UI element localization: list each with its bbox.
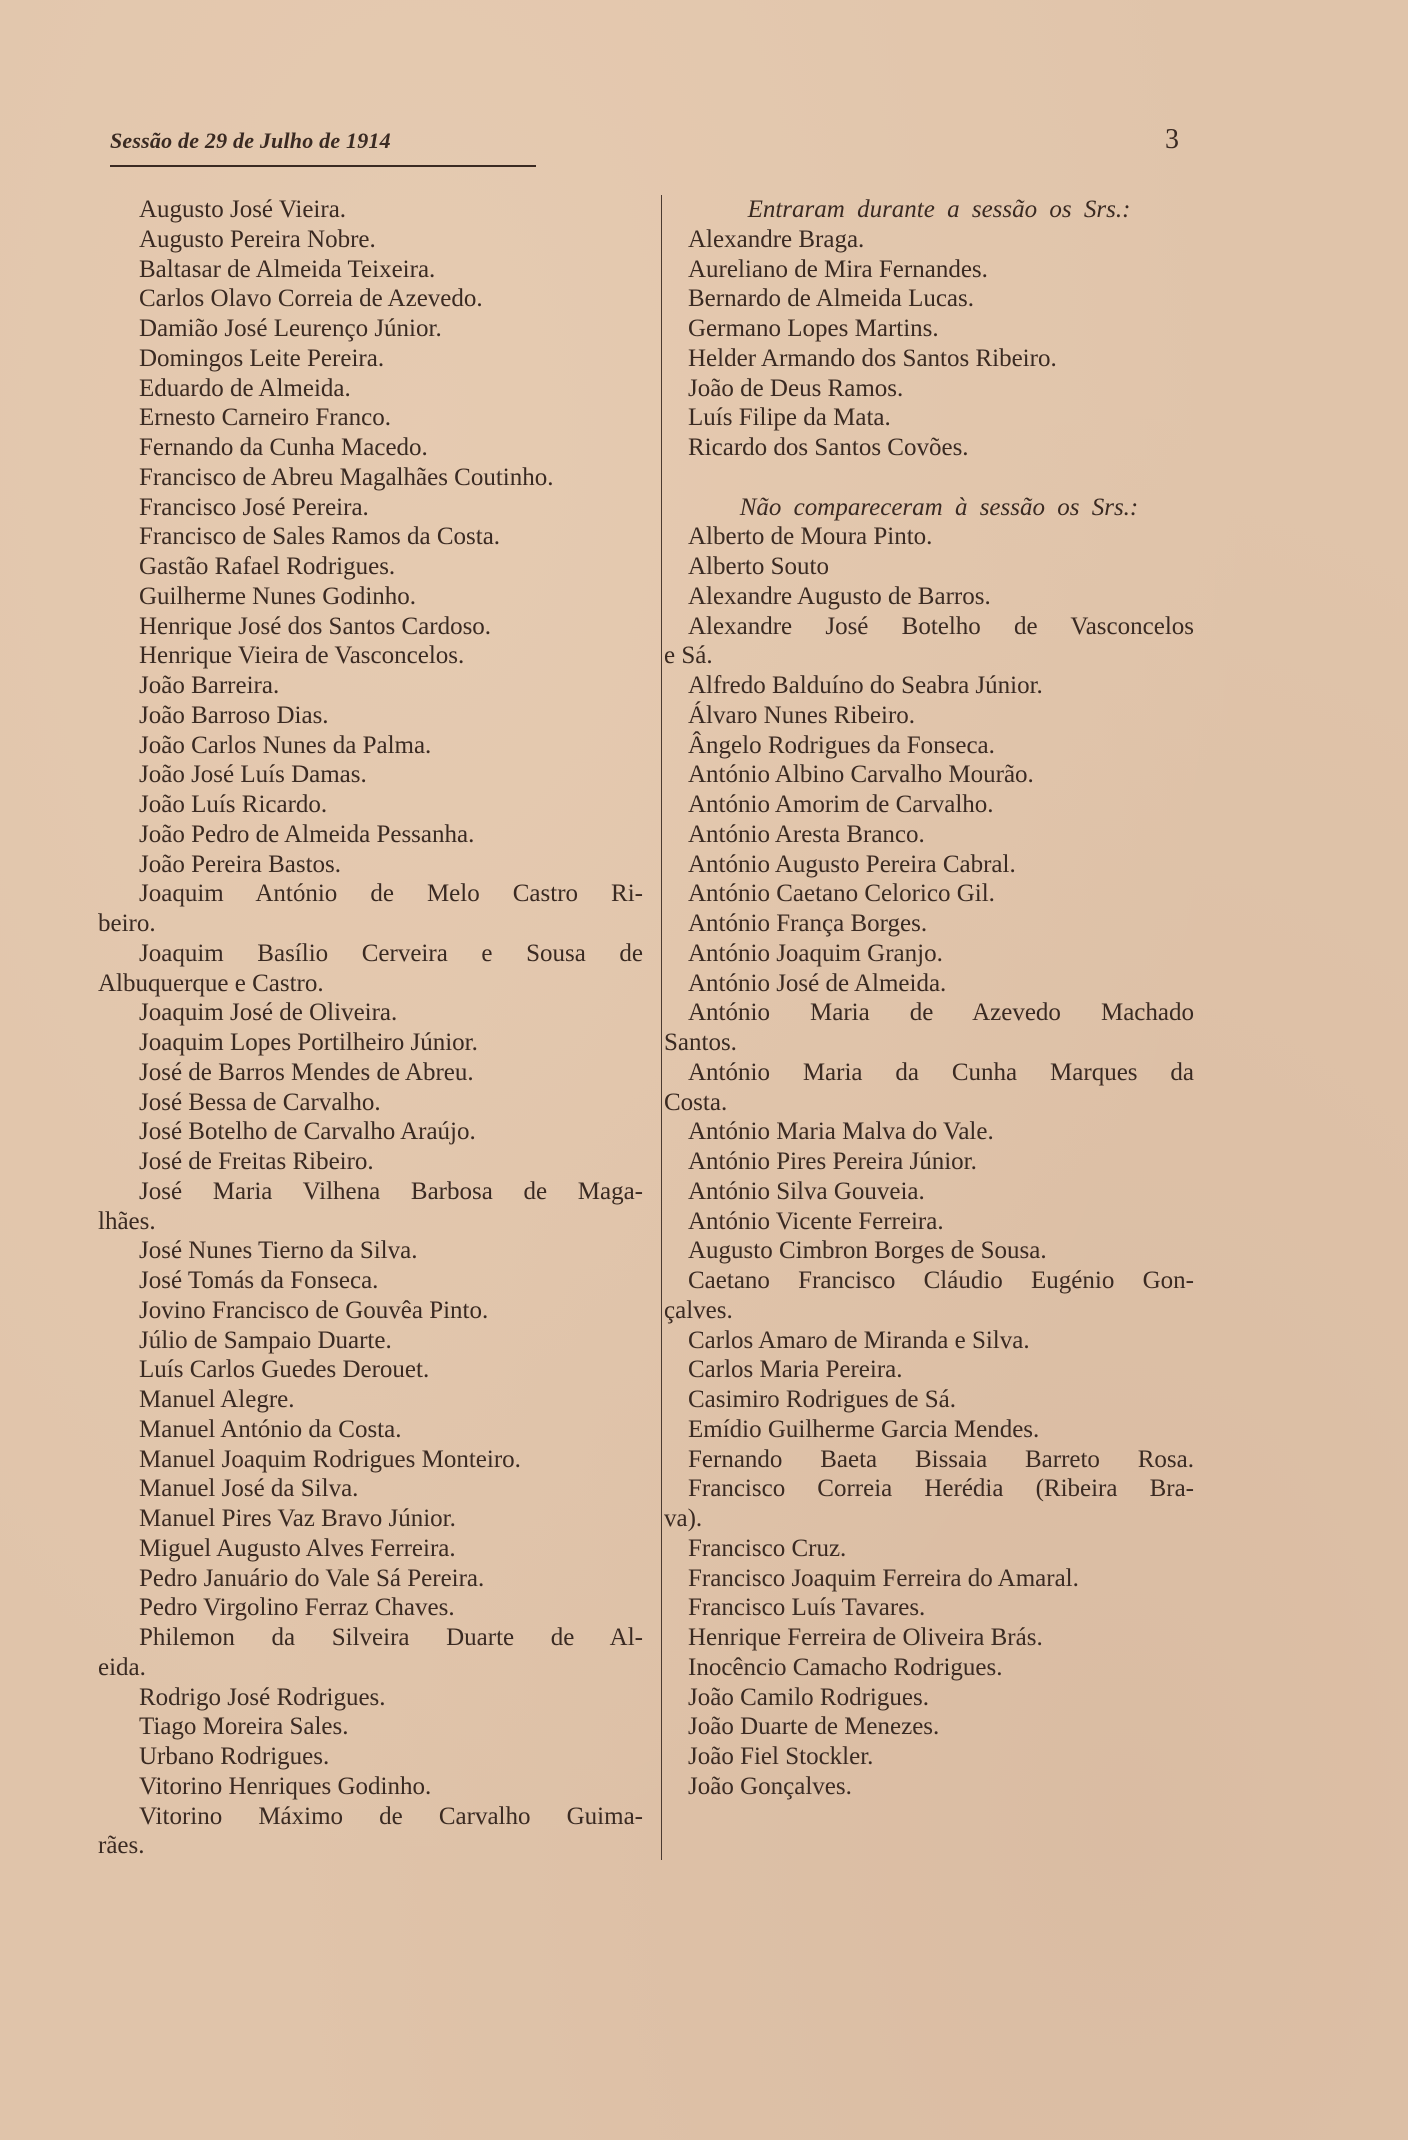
list-item: Caetano Francisco Cláudio Eugénio Gon-: [688, 1267, 1194, 1294]
list-item: Helder Armando dos Santos Ribeiro.: [688, 344, 1057, 372]
entered-heading: Entraram durante a sessão os Srs.:: [747, 196, 1131, 223]
list-item-continuation: Costa.: [664, 1088, 728, 1116]
list-item: José Nunes Tierno da Silva.: [139, 1237, 418, 1265]
list-item: Inocêncio Camacho Rodrigues.: [688, 1653, 1003, 1681]
list-item: João Camilo Rodrigues.: [688, 1683, 929, 1711]
list-item: João Duarte de Menezes.: [688, 1713, 940, 1741]
list-item-continuation: Albuquerque e Castro.: [98, 969, 324, 997]
list-item: Bernardo de Almeida Lucas.: [688, 285, 975, 313]
list-item: António Amorim de Carvalho.: [688, 791, 994, 818]
list-item: Alberto de Moura Pinto.: [688, 523, 933, 551]
list-item: Francisco Correia Herédia (Ribeira Bra-: [688, 1475, 1194, 1503]
list-item: António Joaquim Granjo.: [688, 939, 943, 967]
list-item: Henrique Vieira de Vasconcelos.: [139, 642, 465, 670]
list-item: Eduardo de Almeida.: [139, 374, 351, 402]
list-item-continuation: beiro.: [98, 910, 156, 937]
list-item: Francisco Luís Tavares.: [688, 1594, 926, 1622]
list-item: Francisco Cruz.: [688, 1534, 847, 1562]
absent-heading: Não compareceram à sessão os Srs.:: [739, 493, 1139, 521]
list-item: Emídio Guilherme Garcia Mendes.: [688, 1415, 1040, 1443]
list-item-continuation: Santos.: [664, 1029, 737, 1056]
list-item: Jovino Francisco de Gouvêa Pinto.: [139, 1296, 489, 1324]
list-item: Alexandre Braga.: [688, 225, 865, 253]
absent-list: [664, 522, 1194, 1801]
list-item: António José de Almeida.: [688, 969, 947, 997]
list-item: José Bessa de Carvalho.: [139, 1088, 381, 1116]
list-item: Pedro Virgolino Ferraz Chaves.: [139, 1594, 455, 1622]
session-header-title: Sessão de 29 de Julho de 1914: [110, 128, 391, 153]
list-item: Germano Lopes Martins.: [688, 315, 939, 342]
list-item: Casimiro Rodrigues de Sá.: [688, 1386, 957, 1413]
list-item: Luís Carlos Guedes Derouet.: [139, 1356, 430, 1384]
list-item: José de Freitas Ribeiro.: [139, 1148, 374, 1175]
list-item: Ricardo dos Santos Covões.: [688, 434, 969, 461]
list-item: Vitorino Henriques Godinho.: [139, 1772, 432, 1800]
list-item: Francisco José Pereira.: [139, 493, 369, 521]
list-item: Fernando da Cunha Macedo.: [139, 434, 428, 461]
list-item: João Barroso Dias.: [139, 701, 329, 729]
list-item: Alberto Souto: [688, 553, 829, 580]
list-item: Augusto Cimbron Borges de Sousa.: [688, 1237, 1047, 1265]
list-item: António Augusto Pereira Cabral.: [688, 850, 1016, 878]
list-item: Manuel José da Silva.: [139, 1475, 359, 1503]
column-divider: [661, 195, 662, 1860]
list-item: Augusto José Vieira.: [139, 196, 347, 223]
list-item: António Maria Malva do Vale.: [688, 1118, 994, 1146]
list-item: Joaquim Lopes Portilheiro Júnior.: [139, 1029, 478, 1056]
list-item: José de Barros Mendes de Abreu.: [139, 1058, 474, 1086]
list-item: Carlos Maria Pereira.: [688, 1356, 903, 1384]
header-rule: [110, 165, 536, 167]
list-item: Henrique Ferreira de Oliveira Brás.: [688, 1624, 1043, 1651]
list-item: Gastão Rafael Rodrigues.: [139, 553, 396, 580]
list-item: Francisco Joaquim Ferreira do Amaral.: [688, 1564, 1079, 1592]
right-column: [664, 195, 1194, 1802]
list-item: António França Borges.: [688, 910, 928, 937]
list-item: Urbano Rodrigues.: [139, 1743, 330, 1770]
list-item: Baltasar de Almeida Teixeira.: [139, 255, 436, 283]
list-item: António Albino Carvalho Mourão.: [688, 761, 1034, 789]
list-item: José Tomás da Fonseca.: [139, 1267, 379, 1294]
page-number: 3: [1165, 124, 1179, 155]
list-item: Alexandre José Botelho de Vasconcelos: [688, 612, 1194, 640]
list-item: Manuel Alegre.: [139, 1386, 295, 1413]
list-item: Francisco de Sales Ramos da Costa.: [139, 523, 501, 551]
list-item: Luís Filipe da Mata.: [688, 404, 891, 432]
list-item: Fernando Baeta Bissaia Barreto Rosa.: [688, 1445, 1194, 1473]
list-item: António Caetano Celorico Gil.: [688, 880, 995, 908]
list-item: Augusto Pereira Nobre.: [139, 225, 376, 253]
list-item: António Aresta Branco.: [688, 820, 925, 848]
list-item: Alfredo Balduíno do Seabra Júnior.: [688, 672, 1043, 699]
list-item: Francisco de Abreu Magalhães Coutinho.: [139, 463, 554, 491]
list-item: António Vicente Ferreira.: [688, 1207, 944, 1235]
list-item-continuation: va).: [664, 1505, 703, 1532]
list-item: João Fiel Stockler.: [688, 1743, 874, 1770]
list-item: João Barreira.: [139, 672, 280, 699]
list-item-continuation: rães.: [98, 1832, 145, 1860]
section-gap: [664, 463, 1194, 493]
list-item: Joaquim António de Melo Castro Ri-: [139, 880, 643, 908]
list-item: Júlio de Sampaio Duarte.: [139, 1326, 392, 1354]
list-item: Joaquim José de Oliveira.: [139, 999, 398, 1027]
list-item: José Botelho de Carvalho Araújo.: [139, 1118, 476, 1146]
list-item: João de Deus Ramos.: [688, 374, 904, 402]
list-item: Manuel Joaquim Rodrigues Monteiro.: [139, 1445, 521, 1473]
list-item: Manuel Pires Vaz Bravo Júnior.: [139, 1505, 456, 1532]
list-item: João José Luís Damas.: [139, 761, 367, 789]
list-item-continuation: lhães.: [98, 1207, 156, 1235]
list-item: António Maria da Cunha Marques da: [688, 1058, 1194, 1086]
entered-list: [664, 225, 1194, 463]
list-item: Rodrigo José Rodrigues.: [139, 1683, 386, 1711]
list-item-continuation: eida.: [98, 1653, 146, 1681]
list-item: Vitorino Máximo de Carvalho Guima-: [139, 1802, 643, 1830]
list-item: Pedro Januário do Vale Sá Pereira.: [139, 1564, 485, 1592]
list-item: Carlos Amaro de Miranda e Silva.: [688, 1326, 1030, 1354]
list-item: Tiago Moreira Sales.: [139, 1713, 349, 1741]
list-item: Philemon da Silveira Duarte de Al-: [139, 1624, 643, 1651]
list-item: Joaquim Basílio Cerveira e Sousa de: [139, 939, 643, 967]
list-item: António Pires Pereira Júnior.: [688, 1148, 977, 1175]
list-item-continuation: çalves.: [664, 1296, 733, 1324]
list-item: João Pereira Bastos.: [139, 850, 342, 878]
left-column-present-list: [98, 195, 643, 1861]
list-item: António Maria de Azevedo Machado: [688, 999, 1194, 1027]
list-item: António Silva Gouveia.: [688, 1177, 925, 1205]
list-item: Damião José Leurenço Júnior.: [139, 315, 442, 342]
list-item-continuation: e Sá.: [664, 642, 713, 670]
list-item: Ângelo Rodrigues da Fonseca.: [688, 731, 995, 759]
list-item: José Maria Vilhena Barbosa de Maga-: [139, 1177, 643, 1205]
list-item: Miguel Augusto Alves Ferreira.: [139, 1534, 456, 1562]
list-item: Aureliano de Mira Fernandes.: [688, 255, 988, 283]
list-item: João Gonçalves.: [688, 1772, 852, 1800]
list-item: João Luís Ricardo.: [139, 791, 328, 818]
list-item: Henrique José dos Santos Cardoso.: [139, 612, 492, 640]
list-item: Ernesto Carneiro Franco.: [139, 404, 392, 432]
list-item: Domingos Leite Pereira.: [139, 344, 385, 372]
list-item: João Carlos Nunes da Palma.: [139, 731, 432, 759]
list-item: Guilherme Nunes Godinho.: [139, 582, 417, 610]
list-item: Álvaro Nunes Ribeiro.: [688, 701, 916, 729]
list-item: Carlos Olavo Correia de Azevedo.: [139, 285, 483, 313]
list-item: Alexandre Augusto de Barros.: [688, 582, 991, 610]
list-item: João Pedro de Almeida Pessanha.: [139, 820, 475, 848]
list-item: Manuel António da Costa.: [139, 1415, 402, 1443]
